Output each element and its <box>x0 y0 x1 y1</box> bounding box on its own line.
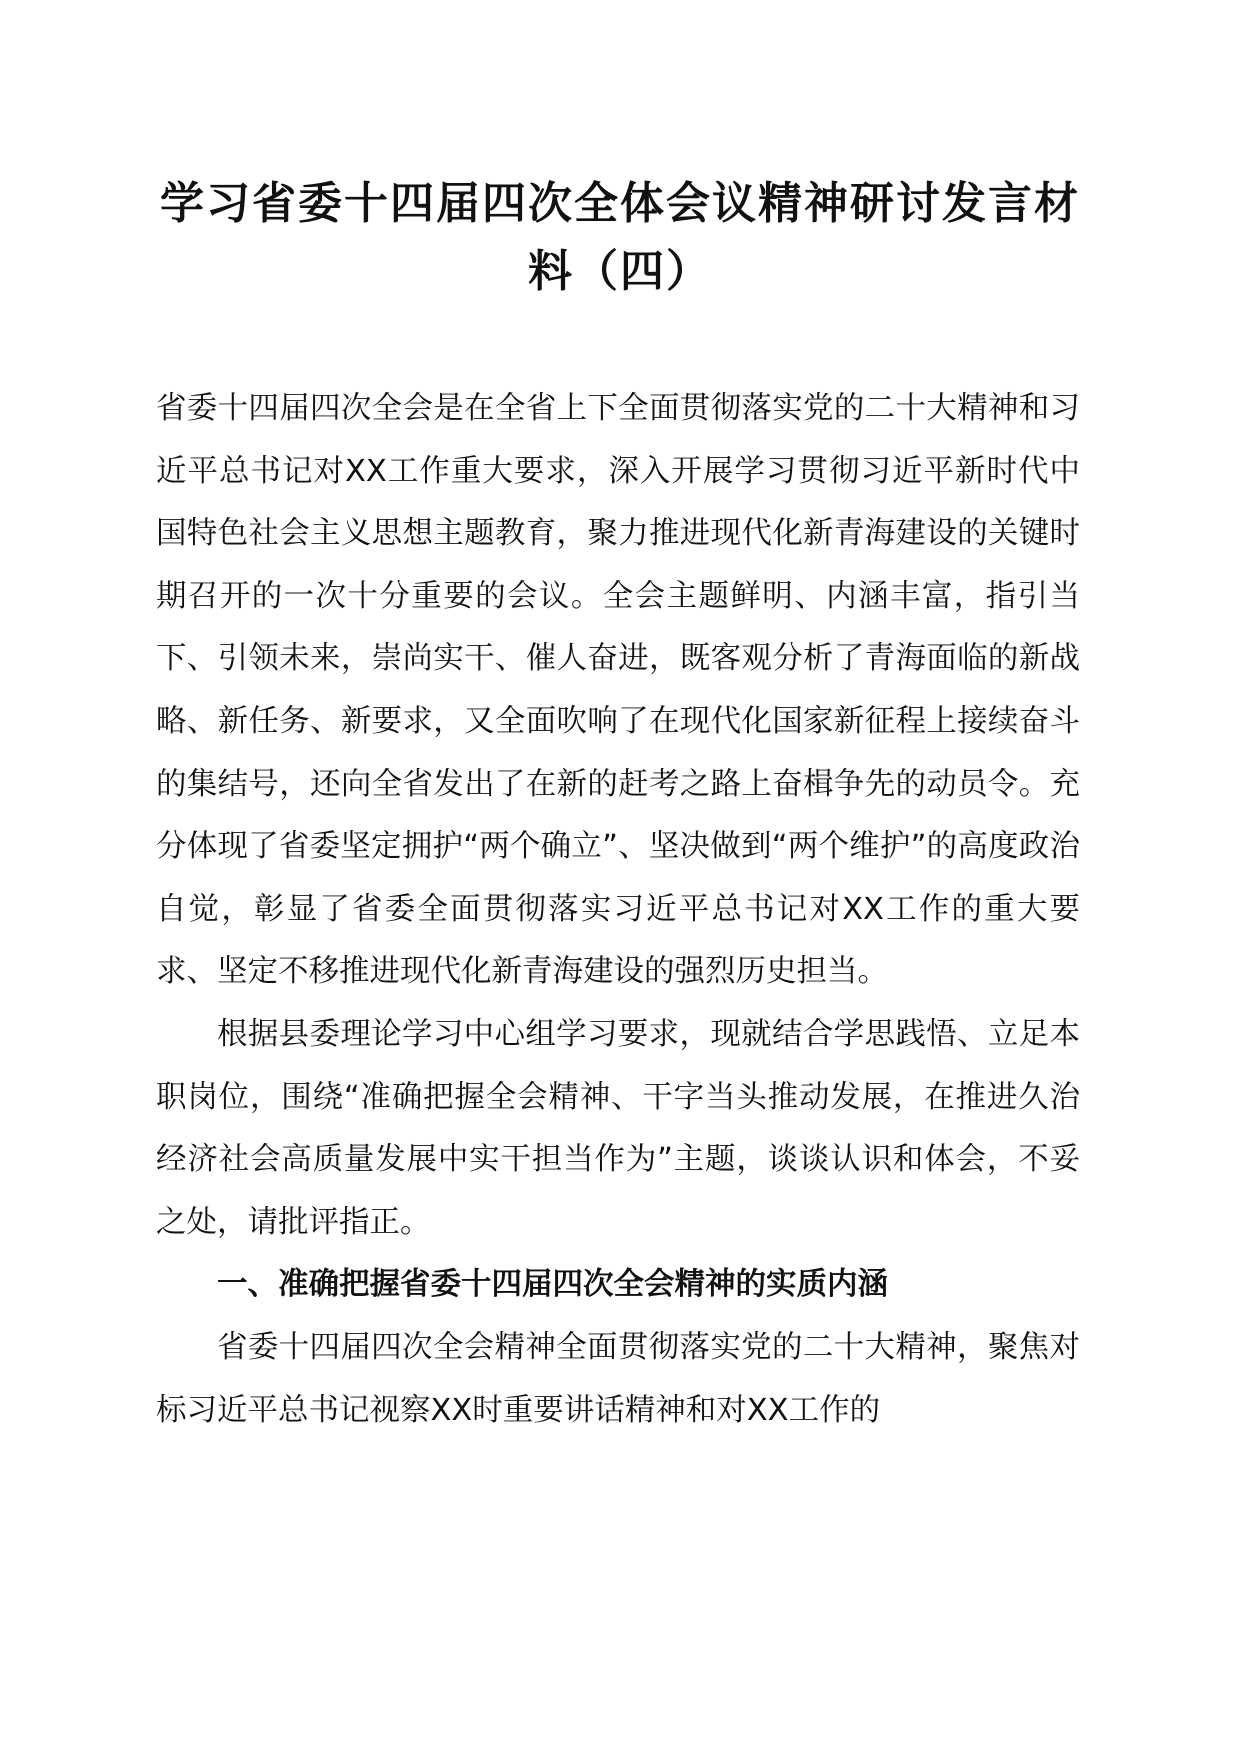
section-heading-1: 一、准确把握省委十四届四次全会精神的实质内涵 <box>217 1267 888 1303</box>
paragraph-section-1: 省委十四届四次全会精神全面贯彻落实党的二十大精神，聚焦对标习近平总书记视察XX时重要讲话精神和对XX工作的 <box>156 1329 1080 1428</box>
document-body <box>156 378 1080 1442</box>
paragraph-intro: 省委十四届四次全会是在全省上下全面贯彻落实党的二十大精神和习近平总书记对XX工作重大要求，深入开展学习贯彻习近平新时代中国特色社会主义思想主题教育，聚力推进现代化新青海建设的关键时期召开的一次十分重要的会议。全会主题鲜明、内涵丰富，指引当下、引领未来，崇尚实干、催人奋进，既客观分析了青海面临的新战略、新任务、新要求，又全面吹响了在现代化国家新征程上接续奋斗的集结号，还向全省发出了在新的赶考之路上奋楫争先的动员令。充分体现了省委坚定拥护“两个确立”、坚决做到“两个维护”的高度政治自觉，彰显了省委全面贯彻落实习近平总书记对XX工作的重大要求、坚定不移推进现代化新青海建设的强烈历史担当。 <box>156 391 1080 990</box>
document-title: 学习省委十四届四次全体会议精神研讨发言材料（四） <box>160 178 1080 297</box>
paragraph-purpose: 根据县委理论学习中心组学习要求，现就结合学思践悟、立足本职岗位，围绕“准确把握全会精神、干字当头推动发展，在推进久治经济社会高质量发展中实干担当作为”主题，谈谈认识和体会，不妥之处，请批评指正。 <box>156 1016 1080 1240</box>
